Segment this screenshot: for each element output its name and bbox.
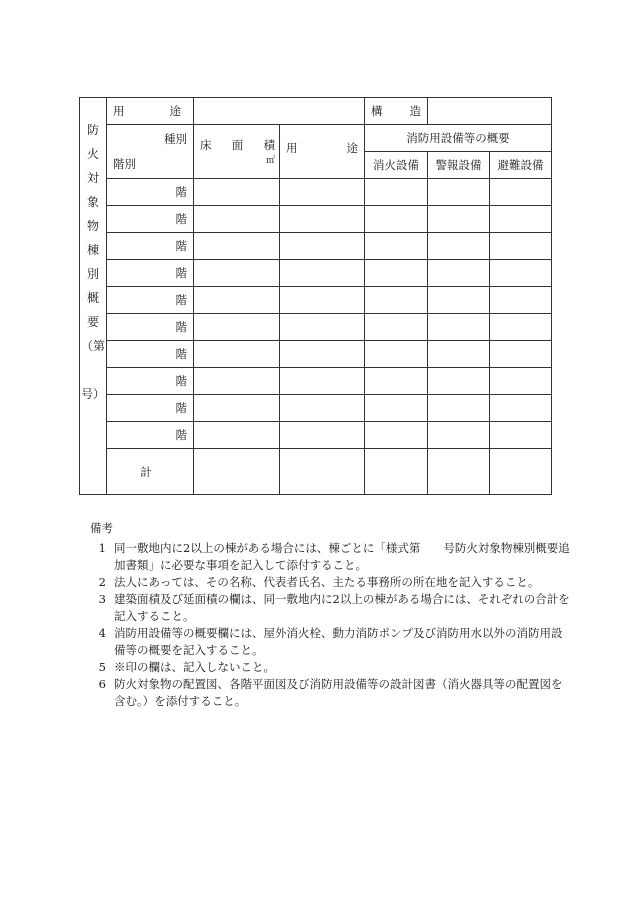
- col-extinguish-header: 消火設備: [365, 152, 428, 179]
- use-input[interactable]: [280, 395, 365, 422]
- fire-equipment-group-header: 消防用設備等の概要: [365, 125, 552, 152]
- floor-area-input[interactable]: [194, 206, 280, 233]
- total-floor-area-input[interactable]: [194, 449, 280, 495]
- notes-heading: 備考: [90, 521, 113, 535]
- alarm-input[interactable]: [428, 206, 490, 233]
- extinguish-input[interactable]: [365, 314, 428, 341]
- floor-row: [80, 179, 552, 206]
- floor-label: 階: [107, 287, 194, 314]
- extinguish-input[interactable]: [365, 395, 428, 422]
- evacuation-input[interactable]: [490, 233, 552, 260]
- note-number: 5: [98, 660, 106, 674]
- use-input[interactable]: [280, 206, 365, 233]
- note-text: 同一敷地内に2以上の棟がある場合には、棟ごとに「様式第 号防火対象物棟別概要追加書類」に必要な事項を記入して添付すること。: [114, 541, 570, 572]
- note-number: 2: [98, 575, 106, 589]
- floor-area-unit: ㎡: [265, 156, 275, 166]
- use-input[interactable]: [280, 260, 365, 287]
- alarm-input[interactable]: [428, 233, 490, 260]
- extinguish-input[interactable]: [365, 422, 428, 449]
- structure-label-a: 構: [371, 104, 383, 118]
- floor-label: 階: [107, 233, 194, 260]
- extinguish-input[interactable]: [365, 341, 428, 368]
- floor-area-c: 積: [263, 138, 275, 152]
- evacuation-input[interactable]: [490, 422, 552, 449]
- floor-area-input[interactable]: [194, 287, 280, 314]
- use-input[interactable]: [280, 341, 365, 368]
- floor-label: 階: [107, 260, 194, 287]
- col-evacuation-header: 避難設備: [490, 152, 552, 179]
- floor-area-input[interactable]: [194, 314, 280, 341]
- note-number: 6: [98, 677, 106, 691]
- floor-area-input[interactable]: [194, 422, 280, 449]
- structure-input-cell[interactable]: [428, 98, 552, 125]
- floor-area-input[interactable]: [194, 341, 280, 368]
- vertical-title-char: （第: [80, 339, 105, 353]
- use-header-a: 用: [286, 140, 298, 155]
- extinguish-input[interactable]: [365, 179, 428, 206]
- kind-floor-corner-cell: [107, 125, 194, 179]
- header-row-1: [80, 125, 552, 152]
- use-input[interactable]: [280, 422, 365, 449]
- alarm-input[interactable]: [428, 179, 490, 206]
- alarm-input[interactable]: [428, 395, 490, 422]
- vertical-title-char: 対: [86, 171, 99, 185]
- floor-area-input[interactable]: [194, 179, 280, 206]
- total-row: [80, 449, 552, 495]
- use-input[interactable]: [280, 314, 365, 341]
- floor-row: [80, 341, 552, 368]
- use-input[interactable]: [280, 368, 365, 395]
- note-number: 4: [98, 626, 106, 640]
- floor-label: 階: [107, 206, 194, 233]
- vertical-title-char: 火: [86, 147, 99, 161]
- alarm-input[interactable]: [428, 368, 490, 395]
- col-alarm-header: 警報設備: [428, 152, 490, 179]
- total-label: 計: [107, 449, 194, 495]
- note-number: 1: [98, 541, 106, 555]
- floor-row: [80, 206, 552, 233]
- floor-row: [80, 287, 552, 314]
- floor-row: [80, 422, 552, 449]
- note-item: [90, 676, 570, 710]
- floor-row: [80, 395, 552, 422]
- evacuation-input[interactable]: [490, 179, 552, 206]
- note-text: ※印の欄は、記入しないこと。: [114, 660, 275, 674]
- note-item: [90, 659, 570, 676]
- floor-area-a: 床: [200, 138, 212, 152]
- alarm-input[interactable]: [428, 287, 490, 314]
- note-number: 3: [98, 592, 106, 606]
- alarm-input[interactable]: [428, 341, 490, 368]
- use-header: [280, 125, 365, 179]
- use-input[interactable]: [280, 287, 365, 314]
- structure-label-cell: [365, 98, 428, 125]
- note-item: [90, 540, 570, 574]
- floor-row: [80, 260, 552, 287]
- vertical-title-char: 象: [86, 195, 99, 209]
- extinguish-input[interactable]: [365, 368, 428, 395]
- total-evacuation-input[interactable]: [490, 449, 552, 495]
- alarm-input[interactable]: [428, 260, 490, 287]
- note-text: 法人にあっては、その名称、代表者氏名、主たる事務所の所在地を記入すること。: [114, 575, 540, 589]
- floor-area-input[interactable]: [194, 260, 280, 287]
- notes-section: [90, 520, 570, 710]
- use-header-b: 途: [346, 140, 358, 155]
- floor-area-header: [194, 125, 280, 179]
- evacuation-input[interactable]: [490, 314, 552, 341]
- floor-kind-label: 階別: [113, 157, 136, 171]
- vertical-title-char: 概: [86, 291, 99, 305]
- vertical-title-char: 棟: [86, 243, 99, 257]
- note-item: [90, 574, 570, 591]
- floor-label: 階: [107, 179, 194, 206]
- extinguish-input[interactable]: [365, 233, 428, 260]
- note-item: [90, 591, 570, 625]
- total-extinguish-input[interactable]: [365, 449, 428, 495]
- use-label-cell: [107, 98, 194, 125]
- use-label-a: 用: [113, 104, 125, 118]
- use-input[interactable]: [280, 233, 365, 260]
- extinguish-input[interactable]: [365, 206, 428, 233]
- use-structure-row: [80, 98, 552, 125]
- kind-label: 種別: [164, 132, 187, 146]
- extinguish-input[interactable]: [365, 287, 428, 314]
- floor-row: [80, 368, 552, 395]
- floor-row: [80, 314, 552, 341]
- note-item: [90, 625, 570, 659]
- floor-label: 階: [107, 314, 194, 341]
- floor-area-b: 面: [231, 138, 244, 152]
- use-input[interactable]: [280, 179, 365, 206]
- vertical-title: [80, 98, 107, 495]
- vertical-title-char: [80, 358, 106, 382]
- alarm-input[interactable]: [428, 314, 490, 341]
- vertical-title-char: 要: [86, 315, 99, 329]
- evacuation-input[interactable]: [490, 287, 552, 314]
- vertical-title-char: 防: [86, 123, 99, 137]
- floor-label: 階: [107, 422, 194, 449]
- note-text: 建築面積及び延面積の欄は、同一敷地内に2以上の棟がある場合には、それぞれの合計を記入すること。: [114, 592, 570, 623]
- evacuation-input[interactable]: [490, 260, 552, 287]
- total-use-input[interactable]: [280, 449, 365, 495]
- note-text: 防火対象物の配置図、各階平面図及び消防用設備等の設計図書（消火器具等の配置図を含む。）を添付すること。: [114, 677, 563, 708]
- floor-label: 階: [107, 341, 194, 368]
- structure-label-b: 造: [409, 104, 421, 118]
- use-label-b: 途: [169, 104, 181, 118]
- floor-row: [80, 233, 552, 260]
- vertical-title-char: 別: [86, 267, 99, 281]
- evacuation-input[interactable]: [490, 206, 552, 233]
- evacuation-input[interactable]: [490, 341, 552, 368]
- alarm-input[interactable]: [428, 422, 490, 449]
- floor-area-input[interactable]: [194, 368, 280, 395]
- floor-area-input[interactable]: [194, 395, 280, 422]
- use-input-cell[interactable]: [194, 98, 365, 125]
- floor-label: 階: [107, 368, 194, 395]
- note-text: 消防用設備等の概要欄には、屋外消火栓、動力消防ポンプ及び消防用水以外の消防用設備等の概要を記入すること。: [114, 626, 563, 657]
- building-summary-table: [79, 97, 552, 495]
- total-alarm-input[interactable]: [428, 449, 490, 495]
- floor-label: 階: [107, 395, 194, 422]
- evacuation-input[interactable]: [490, 395, 552, 422]
- vertical-title-char: 物: [86, 219, 99, 233]
- vertical-title-char: 号）: [80, 387, 105, 401]
- floor-area-input[interactable]: [194, 233, 280, 260]
- evacuation-input[interactable]: [490, 368, 552, 395]
- extinguish-input[interactable]: [365, 260, 428, 287]
